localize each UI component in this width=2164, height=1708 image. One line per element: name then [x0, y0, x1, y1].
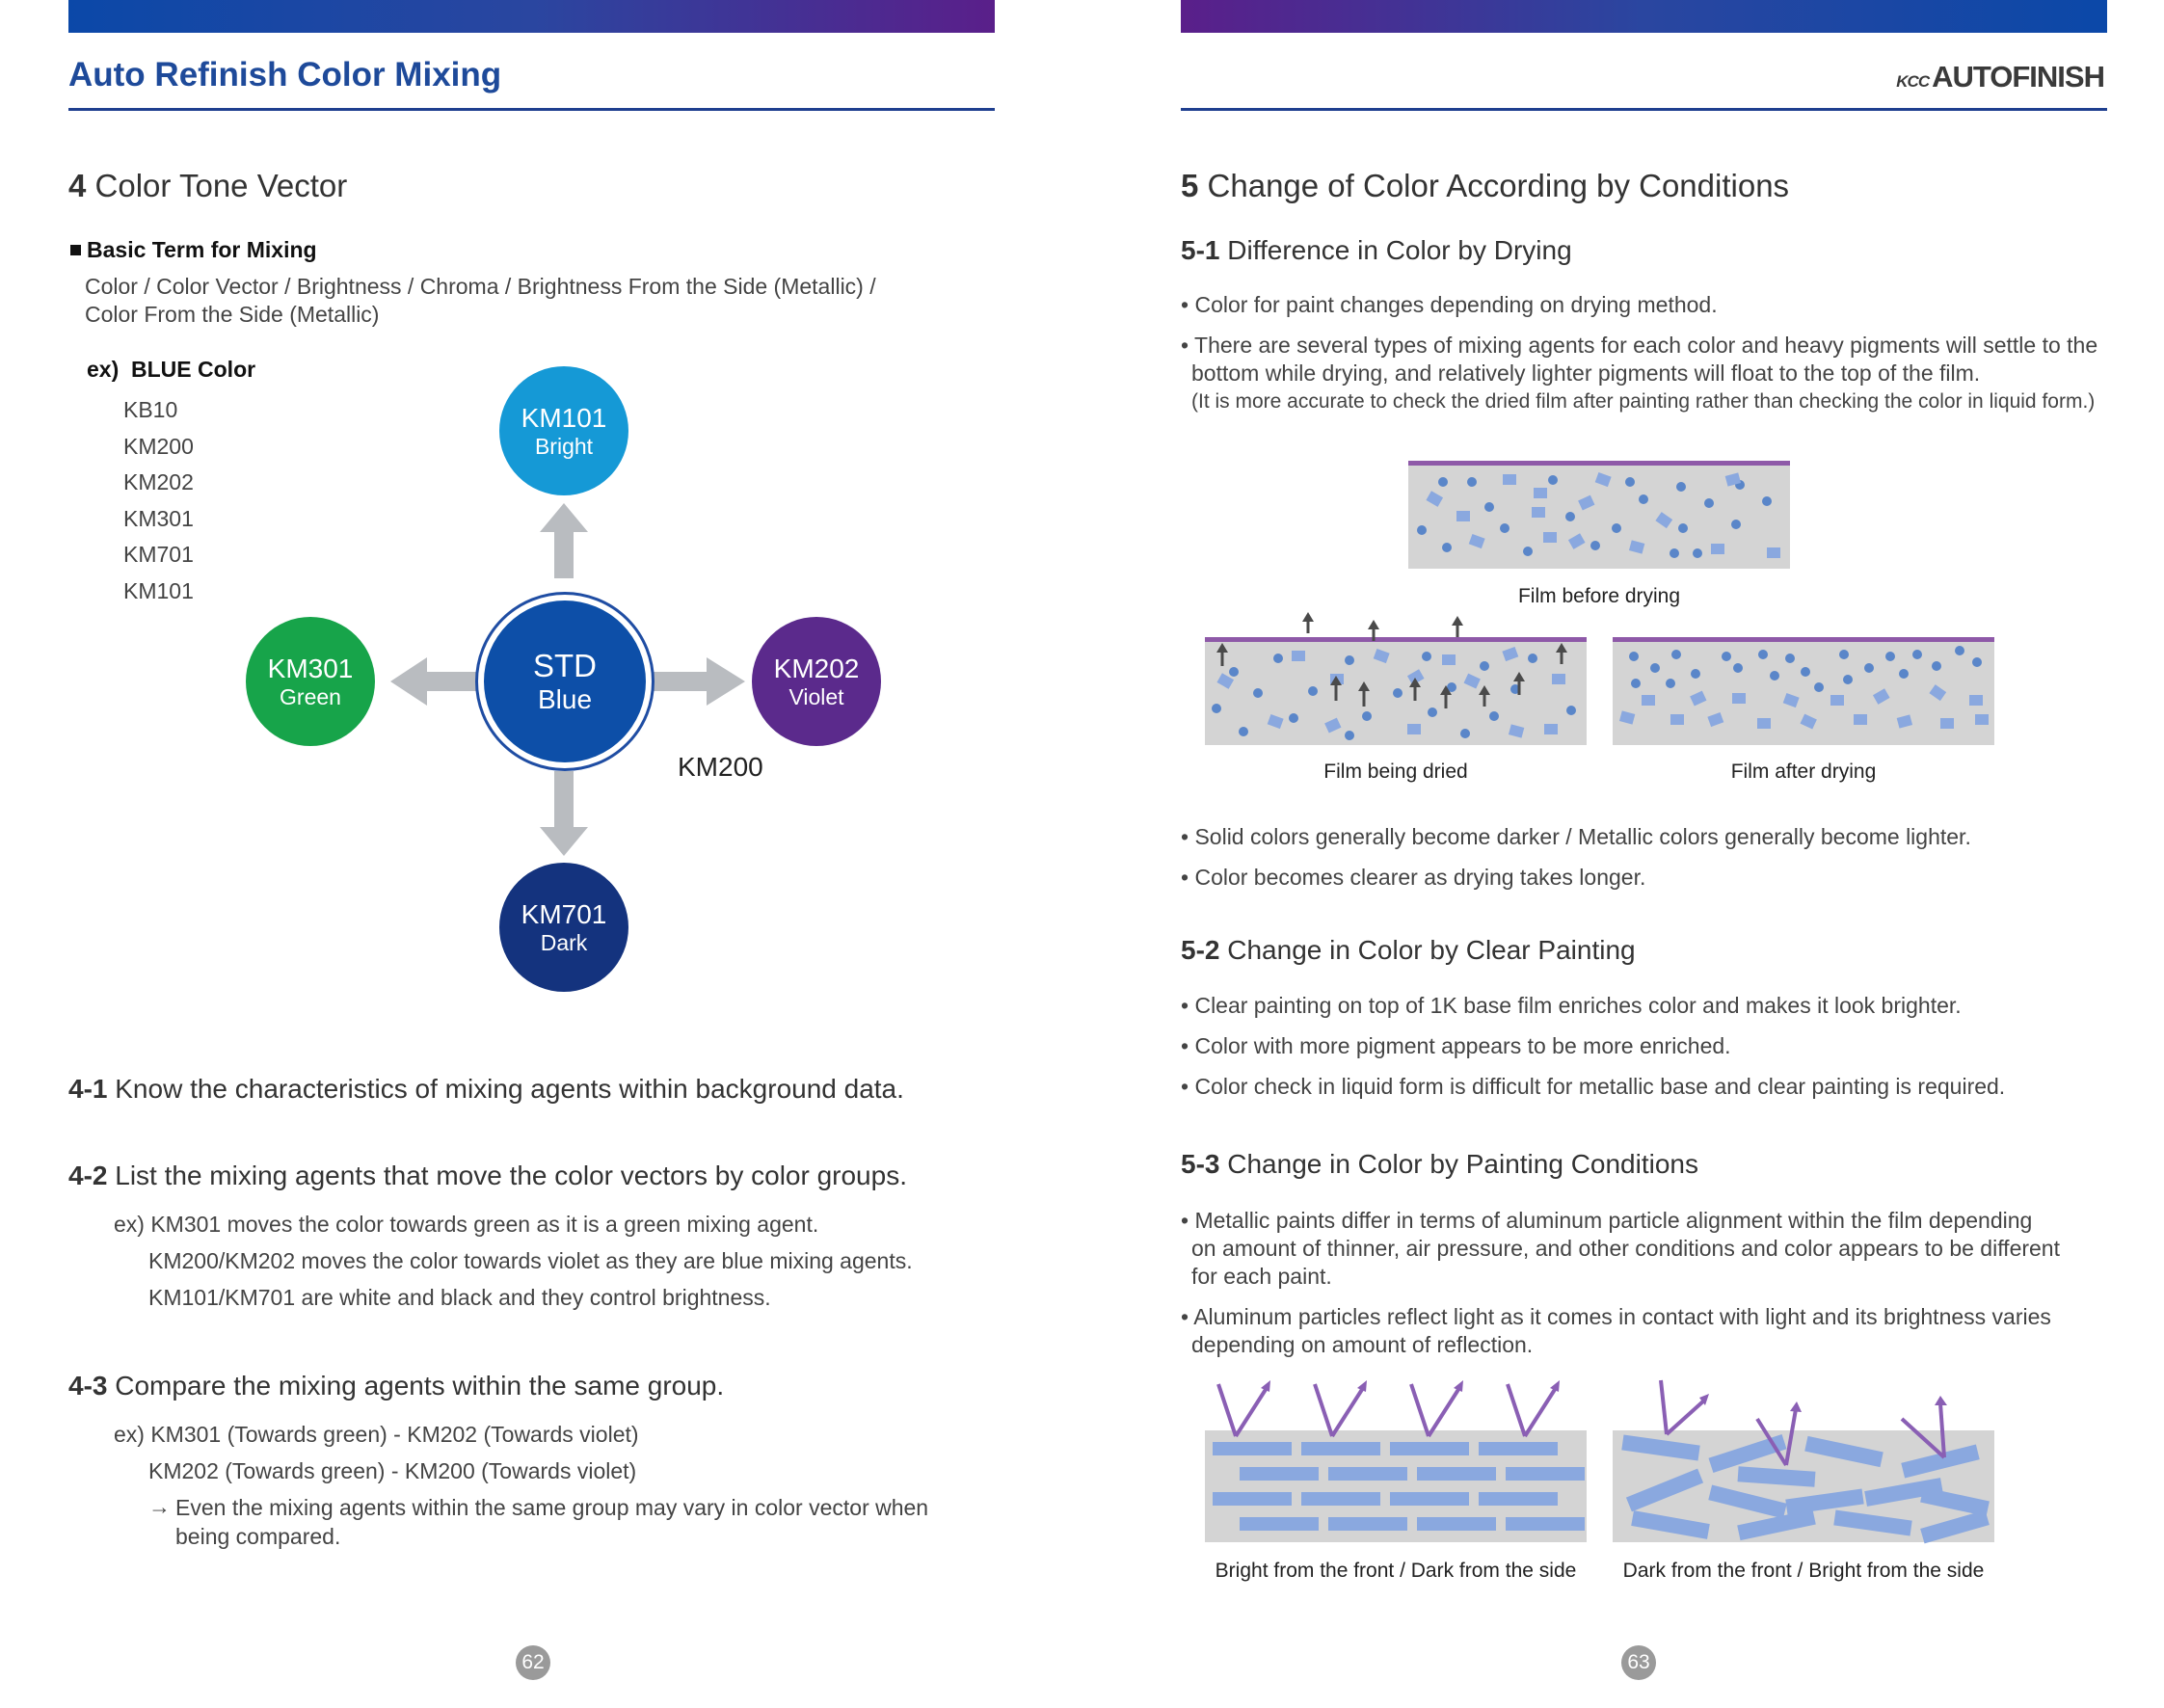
section-5-3-heading: 5-3 Change in Color by Painting Conditions [1181, 1149, 1698, 1179]
basic-terms-line-1: Color / Color Vector / Brightness / Chroma / Brightness From the Side (Metallic) / [85, 274, 876, 299]
caption-film-before-drying: Film before drying [1517, 585, 1681, 607]
s51-bullet-4: • Color becomes clearer as drying takes longer. [1181, 865, 1646, 890]
basic-terms-line-2: Color From the Side (Metallic) [85, 302, 380, 327]
example-item: KM101 [123, 577, 194, 603]
s52-bullet-1: • Clear painting on top of 1K base film enriches color and makes it look brighter. [1181, 993, 1962, 1018]
s52-bullet-3: • Color check in liquid form is difficult for metallic base and clear painting is required. [1181, 1074, 2006, 1099]
brand-logo: KCCAUTOFINISH [1896, 60, 2104, 93]
right-header-rule [1181, 108, 2107, 111]
aligned-particles-figure [1205, 1380, 1590, 1544]
s53-bullet-1-cont-2: for each paint. [1191, 1264, 1332, 1289]
s52-bullet-2: • Color with more pigment appears to be more enriched. [1181, 1033, 1731, 1058]
section-5-1-heading: 5-1 Difference in Color by Drying [1181, 235, 1572, 265]
s53-bullet-1-cont-1: on amount of thinner, air pressure, and other conditions and color appears to be different [1191, 1236, 2060, 1261]
section-4-heading: 4 Color Tone Vector [68, 168, 348, 203]
caption-film-being-dried: Film being dried [1323, 761, 1468, 783]
s42-example-2: KM200/KM202 moves the color towards violet as they are blue mixing agents. [148, 1248, 913, 1273]
section-5-2-heading: 5-2 Change in Color by Clear Painting [1181, 935, 1636, 965]
example-heading: ex) BLUE Color [87, 357, 256, 382]
km301-green-circle: KM301 Green [246, 617, 375, 746]
example-item: KM202 [123, 469, 194, 494]
s43-example-1: ex) KM301 (Towards green) - KM202 (Towards violet) [114, 1422, 639, 1447]
s53-bullet-1: • Metallic paints differ in terms of aluminum particle alignment within the film depending [1181, 1208, 2033, 1233]
km202-violet-circle: KM202 Violet [752, 617, 881, 746]
km101-bright-circle: KM101 Bright [499, 366, 628, 495]
film-before-drying-figure [1408, 461, 1794, 572]
arrow-right [652, 657, 745, 706]
s51-bullet-1: • Color for paint changes depending on drying method. [1181, 292, 1718, 317]
arrow-left [390, 657, 476, 706]
right-header-bar [1181, 0, 2107, 33]
caption-bright-front: Bright from the front / Dark from the side [1215, 1560, 1577, 1582]
random-particles-figure [1613, 1380, 1998, 1544]
basic-term-heading: Basic Term for Mixing [70, 237, 317, 263]
example-item: KM701 [123, 542, 194, 567]
arrow-down [540, 771, 588, 856]
s53-bullet-2: • Aluminum particles reflect light as it comes in contact with light and its brightness varies [1181, 1304, 2051, 1329]
s43-arrow-icon: → [148, 1494, 171, 1519]
s51-bullet-2-note: (It is more accurate to check the dried film after painting rather than checking the color in liquid form.) [1191, 390, 2096, 413]
page-number-right: 63 [1621, 1645, 1656, 1680]
s51-bullet-2-cont: bottom while drying, and relatively lighter pigments will float to the top of the film. [1191, 360, 1981, 386]
caption-dark-front: Dark from the front / Bright from the side [1622, 1560, 1985, 1582]
arrow-up [540, 503, 588, 578]
s42-example-1: ex) KM301 moves the color towards green as it is a green mixing agent. [114, 1212, 819, 1237]
page-number-left: 62 [516, 1645, 550, 1680]
s43-note-line-1: Even the mixing agents within the same group may vary in color vector when [175, 1495, 929, 1520]
film-being-dried-figure [1205, 612, 1590, 747]
std-blue-circle: STD Blue [484, 600, 646, 762]
section-4-1-heading: 4-1 Know the characteristics of mixing agents within background data. [68, 1074, 904, 1104]
section-4-3-heading: 4-3 Compare the mixing agents within the same group. [68, 1371, 725, 1401]
example-item: KB10 [123, 397, 178, 422]
km200-label: KM200 [678, 752, 763, 782]
s43-note-line-2: being compared. [175, 1524, 341, 1549]
km701-dark-circle: KM701 Dark [499, 863, 628, 992]
page-title: Auto Refinish Color Mixing [68, 56, 502, 93]
s51-bullet-2: • There are several types of mixing agents for each color and heavy pigments will settle to the [1181, 333, 2098, 358]
example-item: KM200 [123, 433, 194, 459]
section-4-2-heading: 4-2 List the mixing agents that move the color vectors by color groups. [68, 1161, 907, 1190]
s42-example-3: KM101/KM701 are white and black and they control brightness. [148, 1285, 771, 1310]
caption-film-after-drying: Film after drying [1730, 761, 1877, 783]
film-after-drying-figure [1613, 637, 1998, 748]
section-5-heading: 5 Change of Color According by Conditions [1181, 168, 1790, 203]
s51-bullet-3: • Solid colors generally become darker / Metallic colors generally become lighter. [1181, 824, 1971, 849]
s53-bullet-2-cont: depending on amount of reflection. [1191, 1332, 1534, 1357]
s43-example-2: KM202 (Towards green) - KM200 (Towards violet) [148, 1458, 637, 1483]
example-item: KM301 [123, 505, 194, 531]
